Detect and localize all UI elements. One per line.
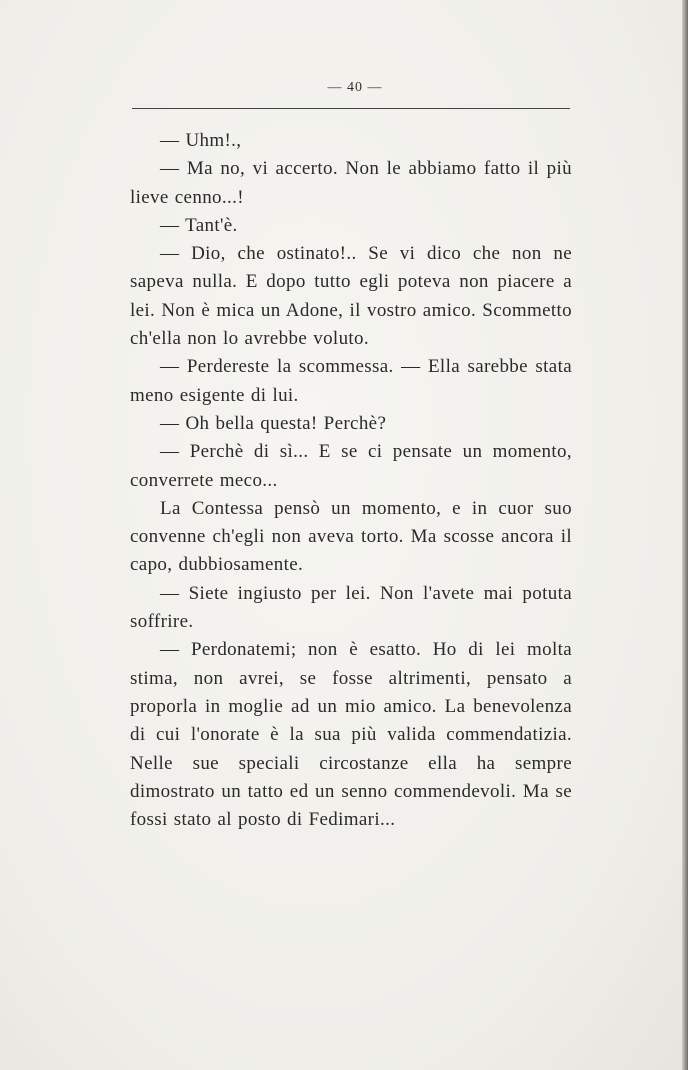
paragraph: — Perdonatemi; non è esatto. Ho di lei molta stima, non avrei, se fosse altrimenti, pensato a proporla in moglie ad un mio amico. La benevolenza di cui l'onorate è la sua più valida commendatizia. Nelle sue speciali circostanze ella ha sempre dimostrato un tatto ed un senno commendevoli. Ma se fossi stato al posto di Fedimari... [130, 639, 572, 831]
paragraph: — Oh bella questa! Perchè? [160, 412, 387, 434]
paragraph: — Dio, che ostinato!.. Se vi dico che non ne sapeva nulla. E dopo tutto egli poteva non piacere a lei. Non è mica un Adone, il vostro amico. Scommetto ch'ella non lo avrebbe voluto. [130, 243, 572, 350]
page-number: — 40 — [327, 80, 383, 95]
page-edge-shadow [682, 0, 688, 1070]
paragraph: — Siete ingiusto per lei. Non l'avete mai potuta soffrire. [130, 582, 572, 633]
paragraph: — Uhm!., [160, 130, 242, 151]
paragraph: — Tant'è. [160, 214, 238, 236]
paragraph: — Perdereste la scommessa. — Ella sarebbe stata meno esigente di lui. [130, 356, 572, 406]
header-rule [132, 108, 570, 109]
body-text [130, 127, 572, 834]
paragraph: — Perchè di sì... E se ci pensate un momento, converrete meco... [130, 441, 572, 491]
paragraph: — Ma no, vi accerto. Non le abbiamo fatto il più lieve cenno...! [130, 158, 572, 208]
paragraph: La Contessa pensò un momento, e in cuor suo convenne ch'egli non aveva torto. Ma scosse ancora il capo, dubbiosamente. [130, 497, 572, 576]
